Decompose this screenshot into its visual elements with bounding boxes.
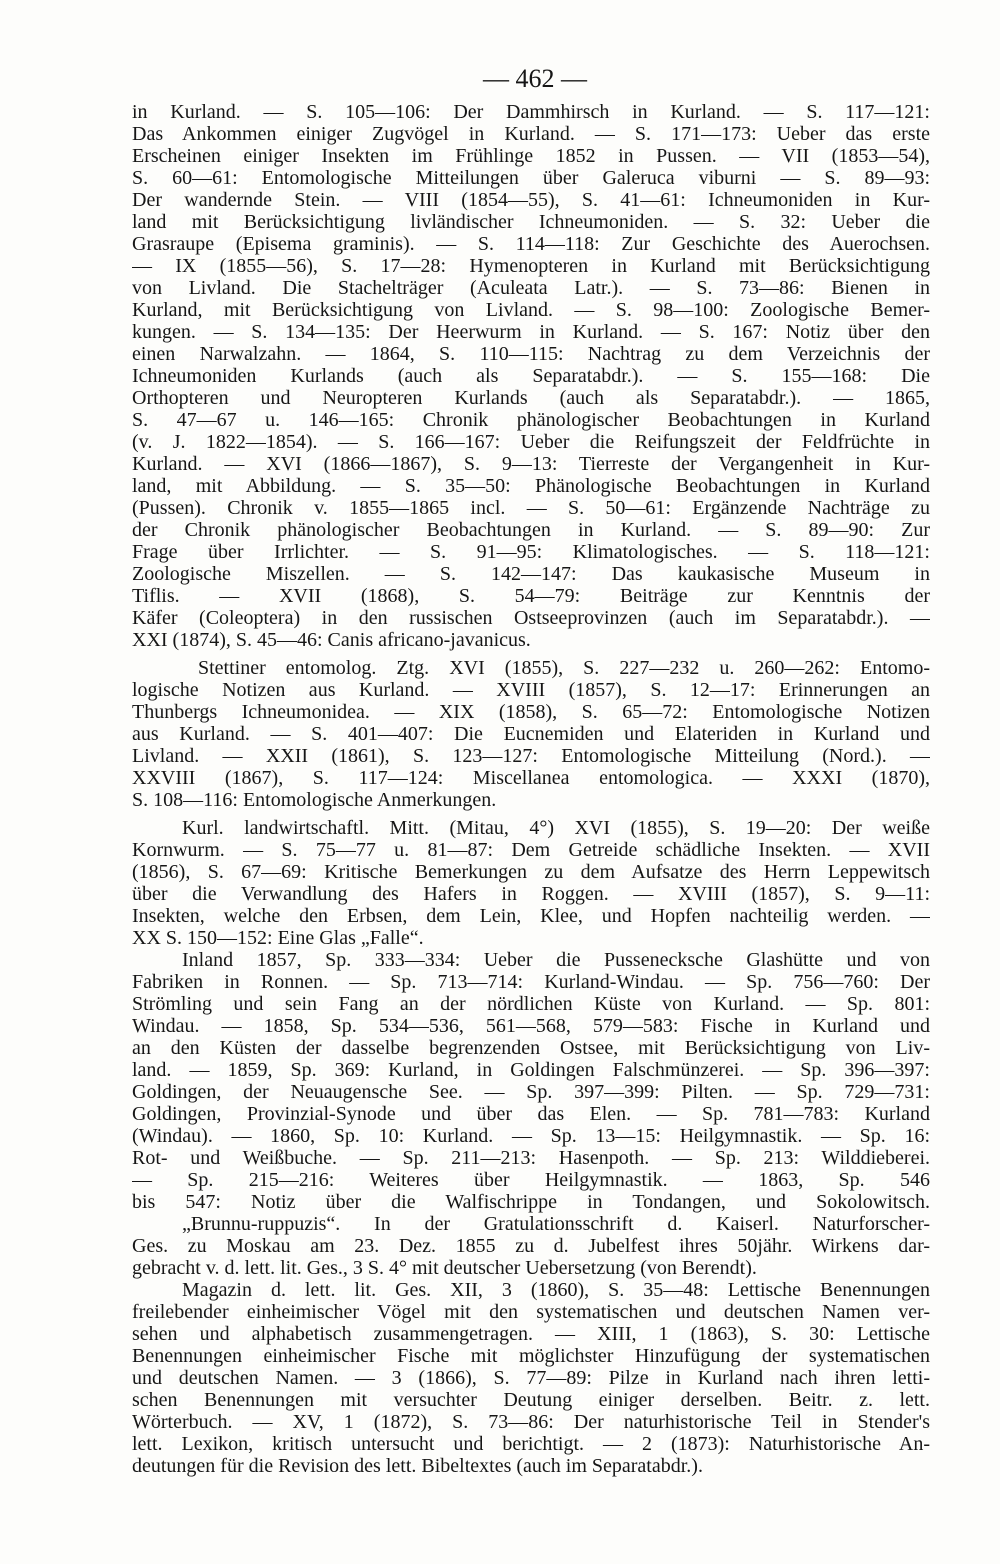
paragraph-4 — [132, 949, 930, 1213]
text-line: Erscheinen einiger Insekten im Frühlinge 1852 in Pussen. — VII (1853—54), — [132, 145, 930, 167]
paragraph-1 — [132, 101, 930, 651]
text-line: XXVIII (1867), S. 117—124: Miscellanea entomologica. — XXXI (1870), — [132, 767, 930, 789]
text-line: schen Benennungen mit versuchter Deutung einiger derselben. Beitr. z. lett. — [132, 1389, 930, 1411]
text-line: Grasraupe (Episema graminis). — S. 114—118: Zur Geschichte des Auerochsen. — [132, 233, 930, 255]
text-line: Fabriken in Ronnen. — Sp. 713—714: Kurland-Windau. — Sp. 756—760: Der — [132, 971, 930, 993]
text-line: — IX (1855—56), S. 17—28: Hymenopteren in Kurland mit Berücksichtigung — [132, 255, 930, 277]
page-number: — 462 — — [483, 64, 587, 93]
text-line: S. 47—67 u. 146—165: Chronik phänologischer Beobachtungen in Kurland — [132, 409, 930, 431]
text-line: land mit Berücksichtigung livländischer Ichneumoniden. — S. 32: Ueber die — [132, 211, 930, 233]
text-line: in Kurland. — S. 105—106: Der Dammhirsch in Kurland. — S. 117—121: — [132, 101, 930, 123]
text-line: XX S. 150—152: Eine Glas „Falle“. — [132, 927, 424, 949]
text-line: deutungen für die Revision des lett. Bibeltextes (auch im Separatabdr.). — [132, 1455, 703, 1477]
text-line: land. — 1859, Sp. 369: Kurland, in Goldingen Falschmünzerei. — Sp. 396—397: — [132, 1059, 930, 1081]
text-line: Kurland. — XVI (1866—1867), S. 9—13: Tierreste der Vergangenheit in Kur- — [132, 453, 930, 475]
paragraph-6 — [132, 1279, 930, 1477]
text-line: über die Verwandlung des Hafers in Roggen. — XVIII (1857), S. 9—11: — [132, 883, 930, 905]
text-line: Ges. zu Moskau am 23. Dez. 1855 zu d. Jubelfest ihres 50jähr. Wirkens dar- — [132, 1235, 930, 1257]
text-line: logische Notizen aus Kurland. — XVIII (1857), S. 12—17: Erinnerungen an — [132, 679, 930, 701]
text-line: gebracht v. d. lett. lit. Ges., 3 S. 4° mit deutscher Uebersetzung (von Berendt). — [132, 1257, 757, 1279]
text-line: „Brunnu-ruppuzis“. In der Gratulationsschrift d. Kaiserl. Naturforscher- — [182, 1213, 930, 1235]
text-line: XXI (1874), S. 45—46: Canis africano-javanicus. — [132, 629, 531, 651]
text-line: aus Kurland. — S. 401—407: Die Eucnemiden und Elateriden in Kurland und — [132, 723, 930, 745]
text-line: Der wandernde Stein. — VIII (1854—55), S. 41—61: Ichneumoniden in Kur- — [132, 189, 930, 211]
text-line: land, mit Abbildung. — S. 35—50: Phänologische Beobachtungen in Kurland — [132, 475, 930, 497]
text-line: Goldingen, der Neuaugensche See. — Sp. 397—399: Pilten. — Sp. 729—731: — [132, 1081, 930, 1103]
text-line: Windau. — 1858, Sp. 534—536, 561—568, 579—583: Fische in Kurland und — [132, 1015, 930, 1037]
text-line: Strömling und sein Fang an der nördlichen Küste von Kurland. — Sp. 801: — [132, 993, 930, 1015]
text-line: an den Küsten der dasselbe begrenzenden Ostsee, mit Berücksichtigung von Liv- — [132, 1037, 930, 1059]
text-line: einen Narwalzahn. — 1864, S. 110—115: Nachtrag zu dem Verzeichnis der — [132, 343, 930, 365]
text-line: Rot- und Weißbuche. — Sp. 211—213: Hasenpoth. — Sp. 213: Wilddieberei. — [132, 1147, 930, 1169]
text-line: Zoologische Miszellen. — S. 142—147: Das kaukasische Museum in — [132, 563, 930, 585]
text-line: Thunbergs Ichneumonidea. — XIX (1858), S. 65—72: Entomologische Notizen — [132, 701, 930, 723]
text-line: Livland. — XXII (1861), S. 123—127: Entomologische Mitteilung (Nord.). — — [132, 745, 930, 767]
text-line: und deutschen Namen. — 3 (1866), S. 77—89: Pilze in Kurland nach ihren letti- — [132, 1367, 930, 1389]
text-line: — Sp. 215—216: Weiteres über Heilgymnastik. — 1863, Sp. 546 — [132, 1169, 930, 1191]
text-line: Magazin d. lett. lit. Ges. XII, 3 (1860), S. 35—48: Lettische Benennungen — [182, 1279, 930, 1301]
text-line: Kornwurm. — S. 75—77 u. 81—87: Dem Getreide schädliche Insekten. — XVII — [132, 839, 930, 861]
text-line: Stettiner entomolog. Ztg. XVI (1855), S. 227—232 u. 260—262: Entomo- — [198, 657, 930, 679]
text-line: bis 547: Notiz über die Walfischrippe in Tondangen, und Sokolowitsch. — [132, 1191, 930, 1213]
text-line: (v. J. 1822—1854). — S. 166—167: Ueber die Reifungszeit der Feldfrüchte in — [132, 431, 930, 453]
paragraph-3 — [132, 817, 930, 949]
text-line: (Windau). — 1860, Sp. 10: Kurland. — Sp. 13—15: Heilgymnastik. — Sp. 16: — [132, 1125, 930, 1147]
paragraph-2 — [132, 657, 930, 811]
text-line: Kurl. landwirtschaftl. Mitt. (Mitau, 4°) XVI (1855), S. 19—20: Der weiße — [182, 817, 930, 839]
text-line: Insekten, welche den Erbsen, dem Lein, Klee, und Hopfen nachteilig werden. — — [132, 905, 930, 927]
paragraph-5 — [132, 1213, 930, 1279]
text-line: kungen. — S. 134—135: Der Heerwurm in Kurland. — S. 167: Notiz über den — [132, 321, 930, 343]
text-line: Das Ankommen einiger Zugvögel in Kurland. — S. 171—173: Ueber das erste — [132, 123, 930, 145]
text-line: lett. Lexikon, kritisch untersucht und berichtigt. — 2 (1873): Naturhistorische An- — [132, 1433, 930, 1455]
text-line: Tiflis. — XVII (1868), S. 54—79: Beiträge zur Kenntnis der — [132, 585, 930, 607]
text-line: Benennungen einheimischer Fische mit möglichster Hinzufügung der systematischen — [132, 1345, 930, 1367]
text-line: von Livland. Die Stachelträger (Aculeata Latr.). — S. 73—86: Bienen in — [132, 277, 930, 299]
text-line: Kurland, mit Berücksichtigung von Livland. — S. 98—100: Zoologische Bemer- — [132, 299, 930, 321]
text-line: (Pussen). Chronik v. 1855—1865 incl. — S. 50—61: Ergänzende Nachträge zu — [132, 497, 930, 519]
text-line: Inland 1857, Sp. 333—334: Ueber die Pussenecksche Glashütte und von — [182, 949, 930, 971]
text-line: (1856), S. 67—69: Kritische Bemerkungen zu dem Aufsatze des Herrn Leppewitsch — [132, 861, 930, 883]
text-line: Wörterbuch. — XV, 1 (1872), S. 73—86: Der naturhistorische Teil in Stender's — [132, 1411, 930, 1433]
text-line: Käfer (Coleoptera) in den russischen Ostseeprovinzen (auch im Separatabdr.). — — [132, 607, 930, 629]
text-line: sehen und alphabetisch zusammengetragen. — XIII, 1 (1863), S. 30: Lettische — [132, 1323, 930, 1345]
text-line: Frage über Irrlichter. — S. 91—95: Klimatologisches. — S. 118—121: — [132, 541, 930, 563]
text-line: S. 60—61: Entomologische Mitteilungen über Galeruca viburni — S. 89—93: — [132, 167, 930, 189]
page-body — [132, 101, 930, 1477]
text-line: der Chronik phänologischer Beobachtungen in Kurland. — S. 89—90: Zur — [132, 519, 930, 541]
text-line: Goldingen, Provinzial-Synode und über das Elen. — Sp. 781—783: Kurland — [132, 1103, 930, 1125]
text-line: Orthopteren und Neuropteren Kurlands (auch als Separatabdr.). — 1865, — [132, 387, 930, 409]
text-line: freilebender einheimischer Vögel mit den systematischen und deutschen Namen ver- — [132, 1301, 930, 1323]
text-line: Ichneumoniden Kurlands (auch als Separatabdr.). — S. 155—168: Die — [132, 365, 930, 387]
text-line: S. 108—116: Entomologische Anmerkungen. — [132, 789, 497, 811]
